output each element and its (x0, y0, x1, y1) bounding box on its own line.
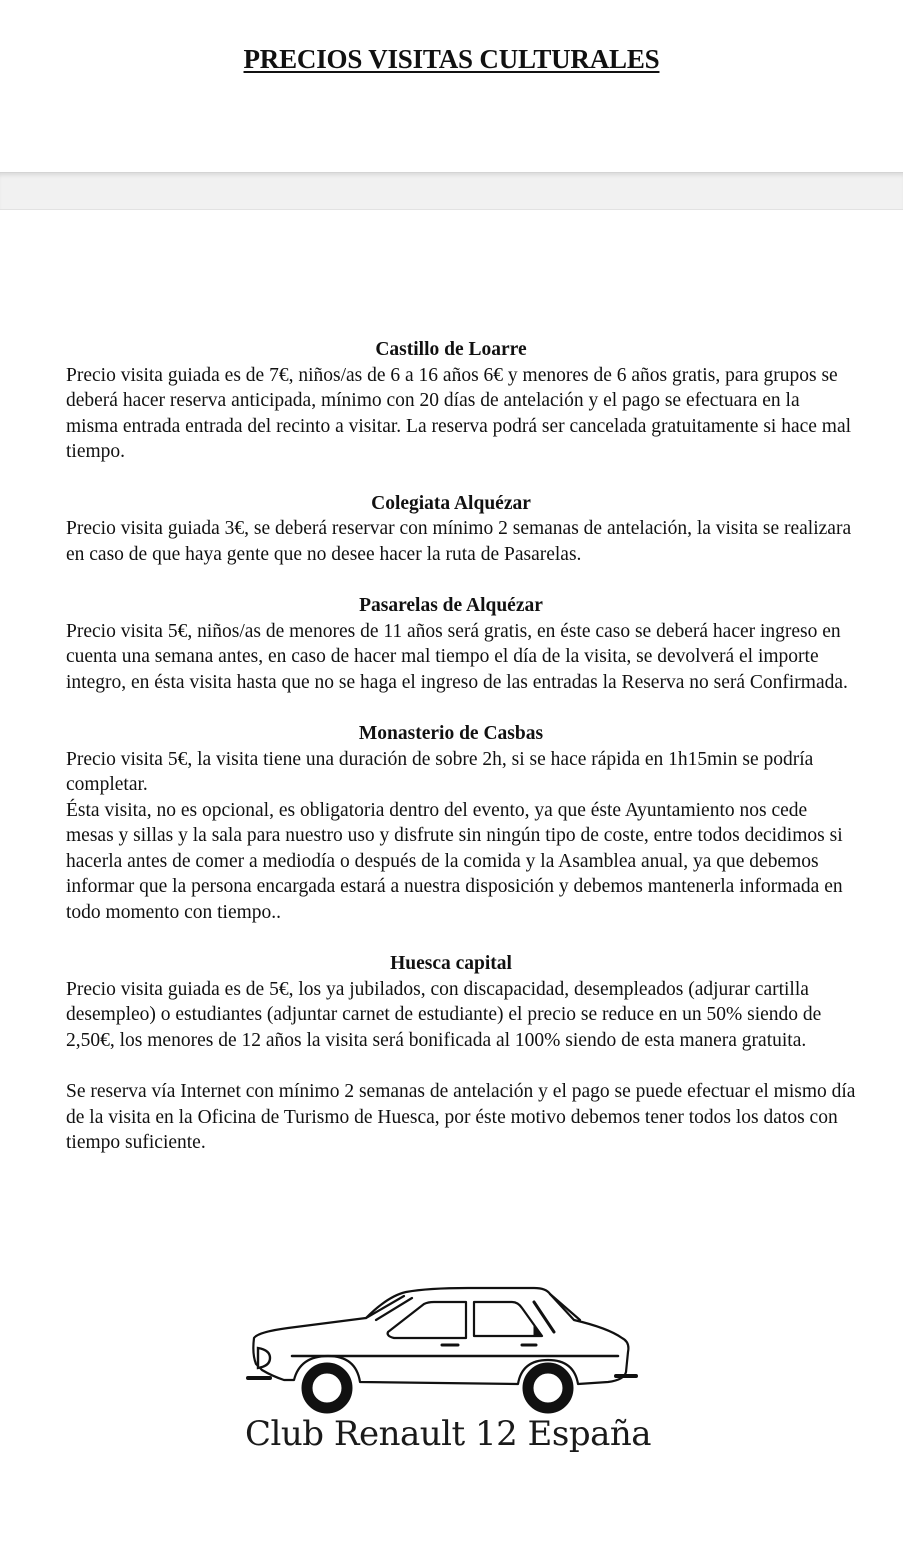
document-title: PRECIOS VISITAS CULTURALES (243, 44, 660, 74)
section-title: Pasarelas de Alquézar (359, 594, 543, 616)
section-title: Huesca capital (390, 953, 512, 975)
section-castillo-de-loarre (66, 337, 856, 465)
paragraph-spacer (66, 1054, 856, 1080)
section-paragraph: Precio visita guiada es de 7€, niños/as de 6 a 16 años 6€ y menores de 6 años gratis, para grupos se deberá hacer reserva anticipada, mínimo con 20 días de antelación y el pago se efectuara en la misma entrada entrada del recinto a visitar. La reserva podrá ser cancelada gratuitamente si hace mal tiempo. (66, 364, 852, 463)
section-paragraph: Se reserva vía Internet con mínimo 2 semanas de antelación y el pago se puede efectuar el mismo día de la visita en la Oficina de Turismo de Huesca, por éste motivo debemos tener todos los datos con tiempo suficiente. (66, 1081, 856, 1154)
section-paragraph: Precio visita 5€, niños/as de menores de 11 años será gratis, en éste caso se deberá hacer ingreso en cuenta una semana antes, en caso de hacer mal tiempo el día de la visita, se devolverá el importe integro, en ésta visita hasta que no se haga el ingreso de las entradas la Reserva no será Confirmada. (66, 620, 848, 693)
section-paragraph: Precio visita guiada es de 5€, los ya jubilados, con discapacidad, desempleados (adjurar cartilla desempleo) o estudiantes (adjuntar carnet de estudiante) el precio se reduce en un 50% siendo de 2,50€, los menores de 12 años la visita será bonificada al 100% siendo de esta manera gratuita. (66, 978, 822, 1052)
headlight-icon (258, 1348, 270, 1368)
section-paragraph: Precio visita guiada 3€, se deberá reservar con mínimo 2 semanas de antelación, la visita se realizara en caso de que haya gente que no desee hacer la ruta de Pasarelas. (66, 518, 852, 565)
page-separator (0, 172, 903, 210)
document-page-1 (0, 0, 903, 172)
front-wheel-icon (307, 1368, 347, 1408)
section-title: Castillo de Loarre (375, 339, 527, 360)
section-pasarelas-de-alquezar (66, 593, 856, 695)
rear-wheel-icon (528, 1368, 568, 1408)
club-logo (228, 1276, 668, 1466)
section-title: Monasterio de Casbas (358, 722, 544, 744)
section-colegiata-alquezar (66, 491, 856, 568)
section-paragraph: Precio visita 5€, la visita tiene una duración de sobre 2h, si se hace rápida en 1h15min se podría completar. (66, 748, 814, 796)
car-silhouette-icon (228, 1276, 668, 1416)
section-monasterio-de-casbas (66, 721, 856, 926)
section-huesca-capital (66, 951, 856, 1156)
club-logo-text: Club Renault 12 España (244, 1414, 652, 1454)
section-paragraph: Ésta visita, no es opcional, es obligatoria dentro del evento, ya que éste Ayuntamiento nos cede mesas y sillas y la sala para nuestro uso y disfrute sin ningún tipo de coste, entre todos decidimos si hacerla antes de comer a mediodía o después de la comida y la Asamblea anual, ya que debemos informar que la persona encargada estará a nuestra disposición y debemos mantenerla informada en todo momento con tiempo.. (66, 799, 843, 924)
document-body (66, 337, 856, 1182)
section-title: Colegiata Alquézar (371, 492, 531, 514)
